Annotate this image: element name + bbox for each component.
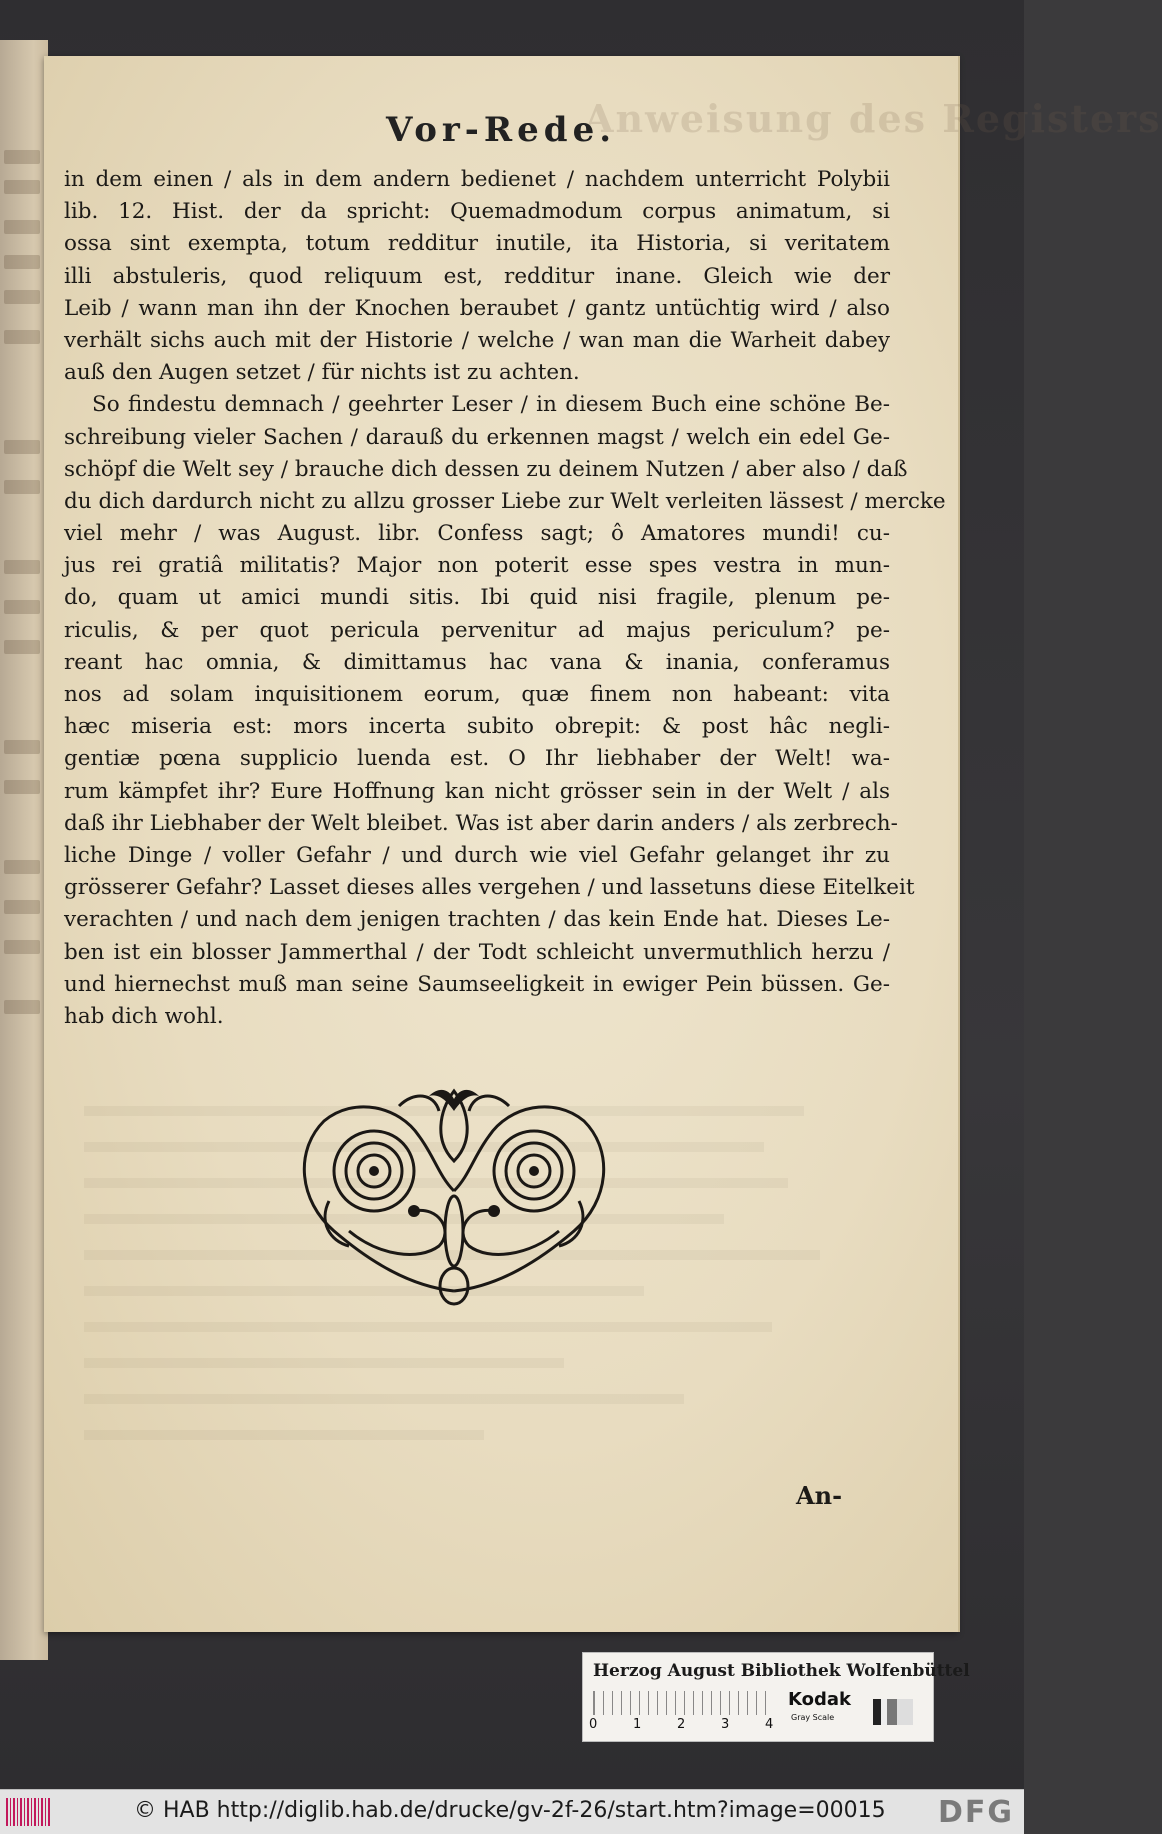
- scale-number: 1: [633, 1717, 642, 1732]
- text-line: ossa sint exempta, totum redditur inutile, ita Historia, si veritatem: [64, 231, 890, 257]
- text-line: do, quam ut amici mundi sitis. Ibi quid nisi fragile, plenum pe-: [64, 585, 890, 611]
- scale-number: 4: [765, 1717, 774, 1732]
- text-line: schreibung vieler Sachen / darauß du erkennen magst / welch ein edel Ge-: [64, 424, 890, 450]
- ornament-fleuron-icon: [289, 1081, 619, 1311]
- text-line: grösserer Gefahr? Lasset dieses alles vergehen / und lassetuns diese Eitelkeit: [64, 875, 915, 901]
- text-line: liche Dinge / voller Gefahr / und durch wie viel Gefahr gelanget ihr zu: [64, 842, 890, 868]
- text-line: reant hac omnia, & dimittamus hac vana & inania, conferamus: [64, 649, 890, 675]
- text-line: verachten / und nach dem jenigen trachten / das kein Ende hat. Dieses Le-: [64, 907, 890, 933]
- text-line: hæc miseria est: mors incerta subito obrepit: & post hâc negli-: [64, 714, 890, 740]
- text-line: rum kämpfet ihr? Eure Hoffnung kan nicht grösser sein in der Welt / als: [64, 778, 890, 804]
- scale-number: 3: [721, 1717, 730, 1732]
- footer-link[interactable]: © HAB http://diglib.hab.de/drucke/gv-2f-26/start.htm?image=00015: [134, 1798, 886, 1823]
- text-line: daß ihr Liebhaber der Welt bleibet. Was ist aber darin anders / als zerbrech-: [64, 810, 898, 836]
- target-title: Herzog August Bibliothek Wolfenbüttel: [593, 1661, 970, 1681]
- text-line: nos ad solam inquisitionem eorum, quæ finem non habeant: vita: [64, 682, 890, 707]
- color-target-card: [582, 1652, 970, 1742]
- text-line: in dem einen / als in dem andern bedienet / nachdem unterricht Polybii: [64, 167, 890, 192]
- text-line: du dich dardurch nicht zu allzu grosser Liebe zur Welt verleiten lässest / mercke: [64, 488, 946, 514]
- previous-page-edge: [0, 40, 48, 1660]
- text-line: viel mehr / was August. libr. Confess sagt; ô Amatores mundi! cu-: [64, 521, 890, 547]
- text-line: gentiæ pœna supplicio luenda est. O Ihr liebhaber der Welt! wa-: [64, 746, 890, 772]
- scale-number: 0: [589, 1717, 598, 1732]
- text-line: ben ist ein blosser Jammerthal / der Todt schleicht unvermuthlich herzu /: [64, 939, 890, 965]
- text-line: riculis, & per quot pericula pervenitur ad majus periculum? pe-: [64, 617, 890, 643]
- text-line: Leib / wann man ihn der Knochen beraubet / gantz untüchtig wird / also: [64, 295, 890, 321]
- text-line: So findestu demnach / geehrter Leser / in diesem Buch eine schöne Be-: [92, 392, 890, 418]
- text-line: lib. 12. Hist. der da spricht: Quemadmodum corpus animatum, si: [64, 199, 890, 225]
- text-line: auß den Augen setzet / für nichts ist zu achten.: [64, 360, 580, 386]
- gray-scale-label: Gray Scale: [791, 1713, 835, 1722]
- body-text: [64, 164, 946, 1033]
- gray-patch: [873, 1699, 913, 1725]
- kodak-logo: Kodak: [788, 1689, 851, 1710]
- text-line: jus rei gratiâ militatis? Major non poterit esse spes vestra in mun-: [64, 553, 890, 579]
- text-line: verhält sichs auch mit der Historie / welche / wan man die Warheit dabey: [64, 327, 890, 353]
- catchword: An-: [796, 1481, 843, 1510]
- text-line: hab dich wohl.: [64, 1003, 224, 1029]
- gray-scale-ruler: [593, 1691, 774, 1715]
- dfg-logo: DFG: [937, 1795, 1014, 1830]
- footer-bar: [0, 1789, 1024, 1834]
- text-line: und hiernechst muß man seine Saumseeligkeit in ewiger Pein büssen. Ge-: [64, 971, 890, 997]
- book-page: [44, 56, 1162, 1632]
- text-line: illi abstuleris, quod reliquum est, redditur inane. Gleich wie der: [64, 263, 890, 289]
- running-head: Vor-Rede.: [385, 110, 617, 150]
- faded-facing-heading: Anweisung des Registers: [584, 96, 1162, 141]
- text-line: schöpf die Welt sey / brauche dich dessen zu deinem Nutzen / aber also / daß: [64, 456, 908, 482]
- barcode-icon: [6, 1798, 50, 1826]
- scale-number: 2: [677, 1717, 686, 1732]
